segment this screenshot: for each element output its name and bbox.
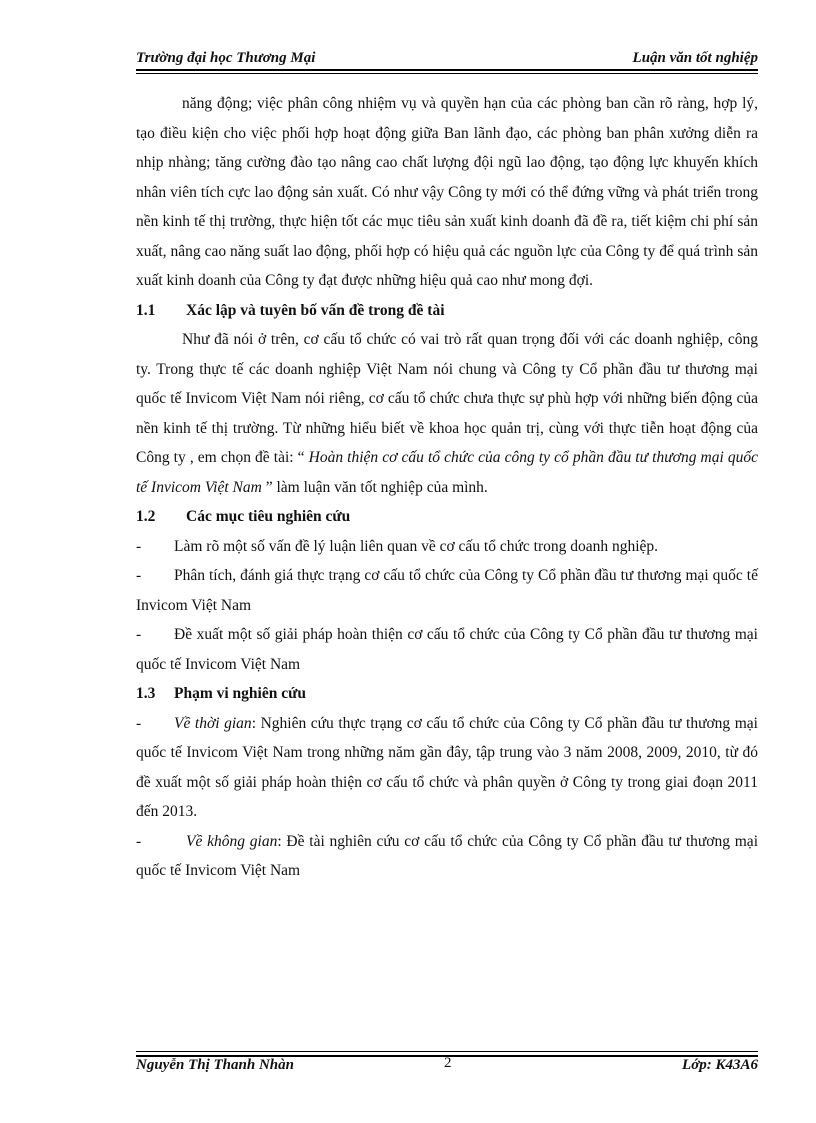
topic-title: Hoàn thiện cơ cấu tổ chức của công ty cổ phần đầu tư thương mại quốc tế Invicom Việt Nam — [136, 449, 759, 496]
scope-space-label: Về không gian — [186, 832, 278, 850]
objective-text: Làm rõ một số vấn đề lý luận liên quan về cơ cấu tổ chức trong doanh nghiệp. — [174, 537, 659, 555]
footer-rule-thin — [136, 1051, 758, 1052]
dash-marker: - — [136, 567, 142, 584]
header-rule-thick — [136, 69, 758, 71]
scope-space-text: : Đề tài nghiên cứu cơ cấu tổ chức của Công ty Cổ phần đầu tư thương mại quốc tế Invicom Việt Nam — [136, 832, 758, 879]
scope-space-item — [136, 827, 758, 886]
header-university: Trường đại học Thương Mại — [136, 50, 316, 66]
page-body — [136, 89, 758, 886]
heading-title: Các mục tiêu nghiên cứu — [186, 508, 351, 525]
scope-time-item — [136, 709, 758, 827]
header-rule-thin — [136, 73, 758, 74]
page-footer — [136, 1057, 758, 1077]
paragraph-text-end: ” làm luận văn tốt nghiệp của mình. — [265, 478, 488, 496]
heading-title: Xác lập và tuyên bố vấn đề trong đề tài — [186, 301, 445, 319]
heading-number: 1.1 — [136, 301, 156, 319]
objective-text: Đề xuất một số giải pháp hoàn thiện cơ cấu tổ chức của Công ty Cổ phần đầu tư thương mại quốc tế Invicom Việt Nam — [136, 626, 758, 673]
objective-item — [136, 561, 758, 620]
dash-marker: - — [136, 832, 142, 850]
footer-author: Nguyễn Thị Thanh Nhàn — [136, 1057, 294, 1073]
dash-marker: - — [136, 626, 142, 643]
scope-time-text: : Nghiên cứu thực trạng cơ cấu tổ chức của Công ty Cổ phần đầu tư thương mại quốc tế Invicom Việt Nam trong những năm gần đây, tập trung vào 3 năm 2008, 2009, 2010, từ đó đề xuất một số giải pháp hoàn thiện cơ cấu tổ chức và phân quyền ở Công ty trong giai đoạn 2011 đến 2013. — [136, 714, 758, 820]
heading-number: 1.2 — [136, 508, 156, 525]
intro-paragraph: năng động; việc phân công nhiệm vụ và quyền hạn của các phòng ban cần rõ ràng, hợp lý, tạo điều kiện cho việc phối hợp hoạt động giữa Ban lãnh đạo, các phòng ban phân xưởng diễn ra nhịp nhàng; tăng cường đào tạo nâng cao chất lượng đội ngũ lao động, tạo động lực khuyến khích nhân viên tích cực lao động sản xuất. Có như vậy Công ty mới có thể đứng vững và phát triển trong nền kinh tế thị trường, thực hiện tốt các mục tiêu sản xuất kinh doanh đã đề ra, tiết kiệm chi phí sản xuất, nâng cao năng suất lao động, phối hợp có hiệu quả các nguồn lực của Công ty để quá trình sản xuất kinh doanh của Công ty đạt được những hiệu quả cao như mong đợi. — [136, 95, 758, 289]
heading-number: 1.3 — [136, 685, 156, 702]
footer-class: Lớp: K43A6 — [682, 1057, 758, 1073]
heading-1-3 — [136, 679, 758, 709]
dash-marker: - — [136, 537, 142, 555]
header-doc-type: Luận văn tốt nghiệp — [632, 50, 758, 66]
scope-time-label: Về thời gian — [174, 714, 252, 732]
dash-marker: - — [136, 714, 142, 732]
document-page — [136, 0, 758, 1123]
heading-1-2 — [136, 502, 758, 532]
heading-1-1 — [136, 296, 758, 326]
section-1-1-paragraph — [136, 325, 758, 502]
page-header — [136, 50, 758, 70]
heading-title: Phạm vi nghiên cứu — [174, 685, 307, 702]
objective-item — [136, 532, 758, 562]
objective-text: Phân tích, đánh giá thực trạng cơ cấu tổ chức của Công ty Cổ phần đầu tư thương mại quốc tế Invicom Việt Nam — [136, 567, 758, 614]
paragraph-text: Như đã nói ở trên, cơ cấu tổ chức có vai trò rất quan trọng đối với các doanh nghiệp, công ty. Trong thực tế các doanh nghiệp Việt Nam nói chung và Công ty Cổ phần đầu tư thương mại quốc tế Invicom Việt Nam nói riêng, cơ cấu tổ chức chưa thực sự phù hợp với những biến động của nền kinh tế thị trường. Từ những hiểu biết về khoa học quản trị, cùng với thực tiễn hoạt động của Công ty , em chọn đề tài: “ — [136, 331, 758, 466]
page-number: 2 — [444, 1055, 452, 1071]
objective-item — [136, 620, 758, 679]
